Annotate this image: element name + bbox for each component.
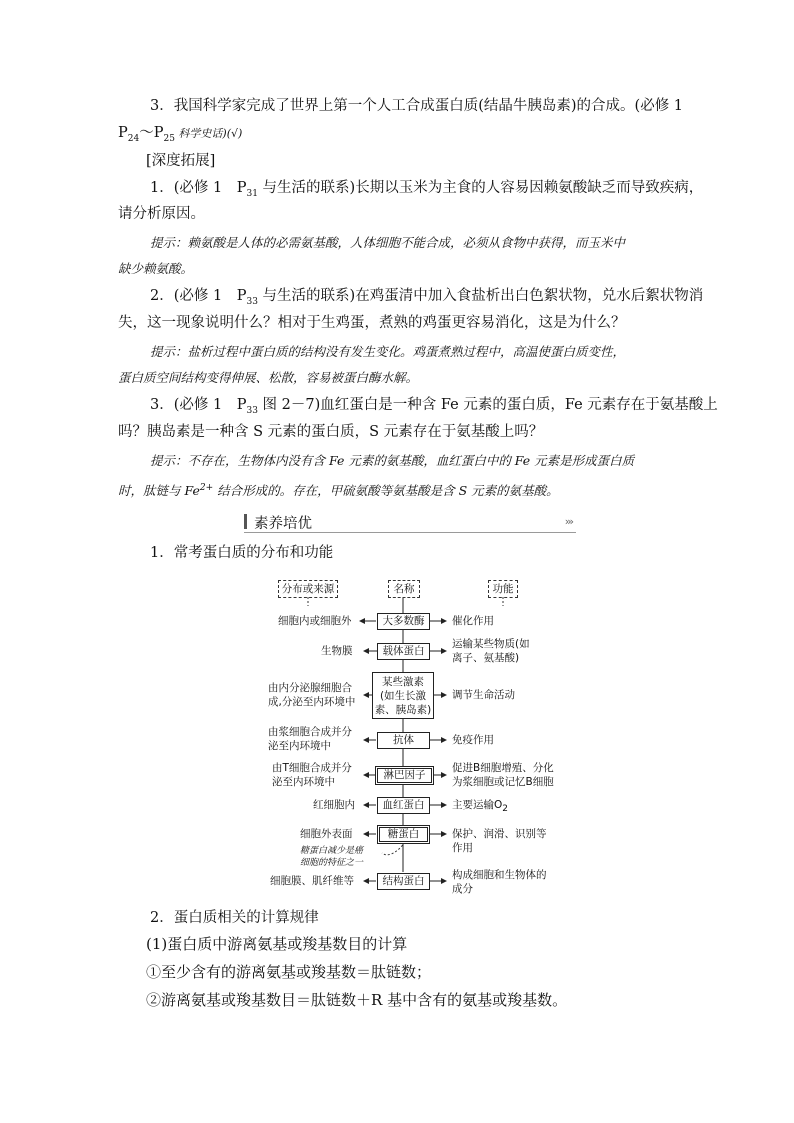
d1-hint1: 提示：赖氨酸是人体的必需氨基酸，人体细胞不能合成，必须从食物中获得，而玉米中	[150, 235, 626, 250]
d3-line1: 3．(必修 1 $P_{33}$ 图 2－7)血红蛋白是一种含 Fe 元素的蛋白质，Fe 元素存在于氨基酸上	[150, 397, 718, 416]
row6-function: 主要运输$O_2$	[452, 799, 508, 815]
row6-source: 红细胞内	[313, 799, 355, 811]
glycoprotein-note: 糖蛋白减少是癌 细胞的特征之一	[300, 846, 364, 868]
header-name: 名称	[388, 580, 420, 598]
d3-line2: 吗？胰岛素是一种含 S 元素的蛋白质，S 元素存在于氨基酸上吗？	[118, 424, 544, 440]
d3-hint2: 时，肽链与 $Fe^{2+}$ 结合形成的。存在，甲硫氨酸等氨基酸是含 S 元素的氨基酸。	[118, 483, 559, 499]
banner-title: 素养培优	[254, 516, 312, 532]
d3-hint1: 提示：不存在，生物体内没有含 Fe 元素的氨基酸，血红蛋白中的 Fe 元素是形成蛋白质	[150, 453, 635, 468]
deep-title: [深度拓展]	[146, 153, 216, 169]
row5-source: 由T细胞合成并分 泌至内环境中	[272, 762, 352, 788]
header-function: 功能	[488, 580, 518, 598]
row7-source: 细胞外表面	[300, 828, 353, 840]
d2-line2: 失，这一现象说明什么？相对于生鸡蛋，煮熟的鸡蛋更容易消化，这是为什么？	[118, 315, 626, 331]
calc-rule-2: ①至少含有的游离氨基或羧基数＝肽链数；	[146, 963, 432, 981]
d1-line1: 1．(必修 1 $P_{31}$ 与生活的联系)长期以玉米为主食的人容易因赖氨酸缺乏而导致疾病，	[150, 180, 704, 199]
q3-line2: $P_{24}\sim P_{25}$ 科学史话)(√)	[118, 125, 243, 144]
row4-name: 抗体	[377, 732, 430, 749]
d2-hint2: 蛋白质空间结构变得伸展、松散，容易被蛋白酶水解。	[118, 370, 419, 385]
header-source: 分布或来源	[278, 580, 338, 598]
row1-name: 大多数酶	[377, 613, 430, 630]
row3-function: 调节生命活动	[452, 689, 515, 701]
row5-name: 淋巴因子	[375, 766, 434, 785]
row1-function: 催化作用	[452, 615, 494, 627]
row8-source: 细胞膜、肌纤维等	[270, 875, 354, 887]
d1-line2: 请分析原因。	[118, 206, 205, 222]
row4-source: 由浆细胞合成并分 泌至内环境中	[268, 726, 352, 752]
section1-title: 1．常考蛋白质的分布和功能	[150, 545, 334, 561]
calc-rule-1: (1)蛋白质中游离氨基或羧基数目的计算	[146, 935, 408, 953]
banner-arrows-icon: ›››	[564, 515, 572, 528]
row6-name: 血红蛋白	[377, 797, 430, 814]
q3-line1: 3．我国科学家完成了世界上第一个人工合成蛋白质(结晶牛胰岛素)的合成。(必修 1	[150, 98, 684, 114]
row5-function: 促进B细胞增殖、分化 为浆细胞或记忆B细胞	[452, 762, 554, 788]
d2-line1: 2．(必修 1 $P_{33}$ 与生活的联系)在鸡蛋清中加入食盐析出白色絮状物，兑水后絮状物消	[150, 288, 704, 307]
row3-name: 某些激素 (如生长激 素、胰岛素)	[372, 672, 434, 719]
row3-source: 由内分泌腺细胞合 成,分泌至内环境中	[268, 682, 356, 708]
row7-function: 保护、润滑、识别等 作用	[452, 828, 547, 854]
row2-source: 生物膜	[321, 645, 353, 657]
section2-title: 2．蛋白质相关的计算规律	[150, 910, 319, 926]
d1-hint2: 缺少赖氨酸。	[118, 261, 194, 276]
row7-name: 糖蛋白	[377, 825, 430, 844]
d2-hint1: 提示：盐析过程中蛋白质的结构没有发生变化。鸡蛋煮熟过程中，高温使蛋白质变性，	[150, 344, 626, 359]
row8-name: 结构蛋白	[377, 873, 430, 890]
calc-rule-3: ②游离氨基或羧基数目＝肽链数＋R 基中含有的氨基或羧基数。	[146, 991, 568, 1009]
row4-function: 免疫作用	[452, 734, 494, 746]
row1-source: 细胞内或细胞外	[278, 615, 352, 627]
row8-function: 构成细胞和生物体的 成分	[452, 869, 547, 895]
row2-name: 载体蛋白	[377, 643, 430, 660]
row2-function: 运输某些物质(如 离子、氨基酸)	[452, 638, 530, 664]
